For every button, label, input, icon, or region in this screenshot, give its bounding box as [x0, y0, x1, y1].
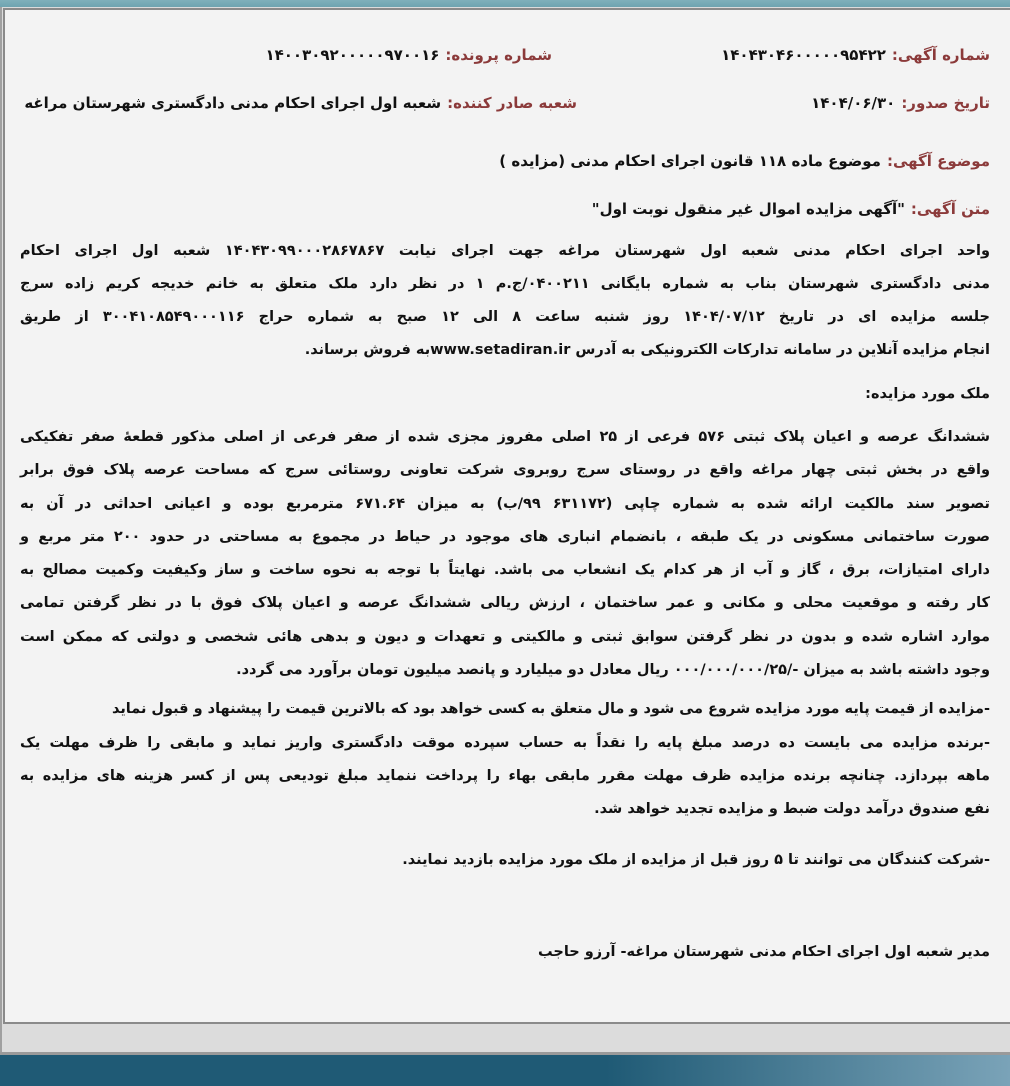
text-title: "آگهی مزایده اموال غیر منقول نوبت اول"	[591, 200, 905, 218]
ad-number-label: شماره آگهی:	[891, 46, 990, 64]
subject-field	[499, 152, 990, 170]
condition-2-line: -برنده مزایده می بایست ده درصد مبلغ پایه را نقداً به حساب سپرده موقت دادگستری واریز نماید و مابقی را ظرف مهلت یک	[20, 735, 990, 751]
property-line: واقع در بخش ثبتی چهار مراغه واقع در روستای سرج روبروی شرکت تعاونی روستائی سرج که مساحت عرصه پلاک فوق برابر	[20, 462, 990, 478]
condition-1: -مزایده از قیمت پایه مورد مزایده شروع می شود و مال متعلق به کسی خواهد بود که بالاترین قیمت را پیشنهاد و قبول نماید	[111, 701, 990, 717]
window-top-bar	[0, 0, 1010, 7]
property-line: تصویر سند مالکیت ارائه شده به شماره چاپی (۶۳۱۱۷۲ ۹۹/ب) به میزان ۶۷۱.۶۴ مترمربع بوده و اعیانی احداثی در آن به	[20, 496, 990, 512]
window-left-edge	[0, 7, 2, 1055]
issue-date-field	[811, 94, 990, 112]
property-heading: ملک مورد مزایده:	[865, 386, 990, 402]
signature: مدیر شعبه اول اجرای احکام مدنی شهرستان مراغه- آرزو حاجب	[538, 944, 990, 960]
issue-date-value: ۱۴۰۴/۰۶/۳۰	[811, 94, 896, 112]
ad-number-field	[721, 46, 990, 64]
file-number-label: شماره پرونده:	[445, 46, 552, 64]
file-number-value: ۱۴۰۰۳۰۹۲۰۰۰۰۰۹۷۰۰۱۶	[265, 46, 440, 64]
ad-number-value: ۱۴۰۴۳۰۴۶۰۰۰۰۰۹۵۴۲۲	[721, 46, 886, 64]
intro-line: مدنی دادگستری شهرستان بناب به شماره بایگانی ۰۴۰۰۲۱۱/ج.م ۱ در نظر دارد ملک متعلق به خانم خدیجه کریم زاده سرج	[20, 276, 990, 292]
text-title-field	[592, 200, 990, 218]
property-line: وجود داشته باشد به میزان -/۰۰۰/۰۰۰/۰۰۰/۲۵ ریال معادل دو میلیارد و پانصد میلیون تومان برآورد می گردد.	[236, 662, 990, 678]
issue-date-label: تاریخ صدور:	[901, 94, 990, 112]
issuing-branch-field	[24, 94, 577, 112]
subject-label: موضوع آگهی:	[886, 152, 990, 170]
issuing-branch-label: شعبه صادر کننده:	[447, 94, 577, 112]
property-line: صورت ساختمانی مسکونی در یک طبقه ، بانضمام انباری های موجود در حیاط در مجموع به مساحتی در حدود ۲۰۰ متر مربع و	[20, 529, 990, 545]
intro-line: جلسه مزایده ای در تاریخ ۱۴۰۴/۰۷/۱۲ روز شنبه ساعت ۸ الی ۱۲ صبح به شماره حراج ۳۰۰۴۱۰۸۵۴۹۰۰۰۱۱۶ از طریق	[20, 309, 991, 325]
property-line: کار رفته و موقعیت محلی و مکانی و عمر ساختمان ، ارزش ریالی ششدانگ عرصه و اعیان پلاک فوق با در نظر گرفتن تمامی	[20, 595, 990, 611]
condition-2-line: ماهه بپردازد. چنانچه برنده مزایده ظرف مهلت مقرر مابقی بهاء را پرداخت ننماید مبلغ تودیعی پس از کسر هزینه های مزایده به	[20, 768, 990, 784]
property-line: دارای امتیازات، برق ، گاز و آب از هر کدام یک انشعاب می باشد. نهایتاً با توجه به نحوه ساخت و ساز وکیفیت وکمیت مصالح به	[20, 562, 990, 578]
taskbar	[0, 1055, 1010, 1086]
file-number-field	[265, 46, 552, 64]
condition-3: -شرکت کنندگان می توانند تا ۵ روز قبل از مزایده از ملک مورد مزایده بازدید نمایند.	[402, 852, 990, 868]
intro-line: انجام مزایده آنلاین در سامانه تدارکات الکترونیکی به آدرس www.setadiran.irبه فروش برساند.	[304, 342, 990, 358]
condition-2-line: نفع صندوق درآمد دولت ضبط و مزایده تجدید خواهد شد.	[594, 801, 990, 817]
property-line: موارد اشاره شده و بدون در نظر گرفتن سوابق ثبتی و مالکیتی و تعهدات و دیون و بدهی هائی شخصی و دولتی که ممکن است	[20, 629, 990, 645]
property-line: ششدانگ عرصه و اعیان پلاک ثبتی ۵۷۶ فرعی از ۲۵ اصلی مفروز مجزی شده از صفر فرعی از اصلی مذکور قطعهٔ صفر تفکیکی	[20, 429, 990, 445]
intro-line: واحد اجرای احکام مدنی شعبه اول شهرستان مراغه جهت اجرای نیابت ۱۴۰۴۳۰۹۹۰۰۰۲۸۶۷۸۶۷ شعبه اول اجرای احکام	[20, 243, 990, 259]
subject-value: موضوع ماده ۱۱۸ قانون اجرای احکام مدنی (مزایده )	[499, 152, 881, 170]
text-label: متن آگهی:	[910, 200, 990, 218]
issuing-branch-value: شعبه اول اجرای احکام مدنی دادگستری شهرستان مراغه	[24, 94, 442, 112]
